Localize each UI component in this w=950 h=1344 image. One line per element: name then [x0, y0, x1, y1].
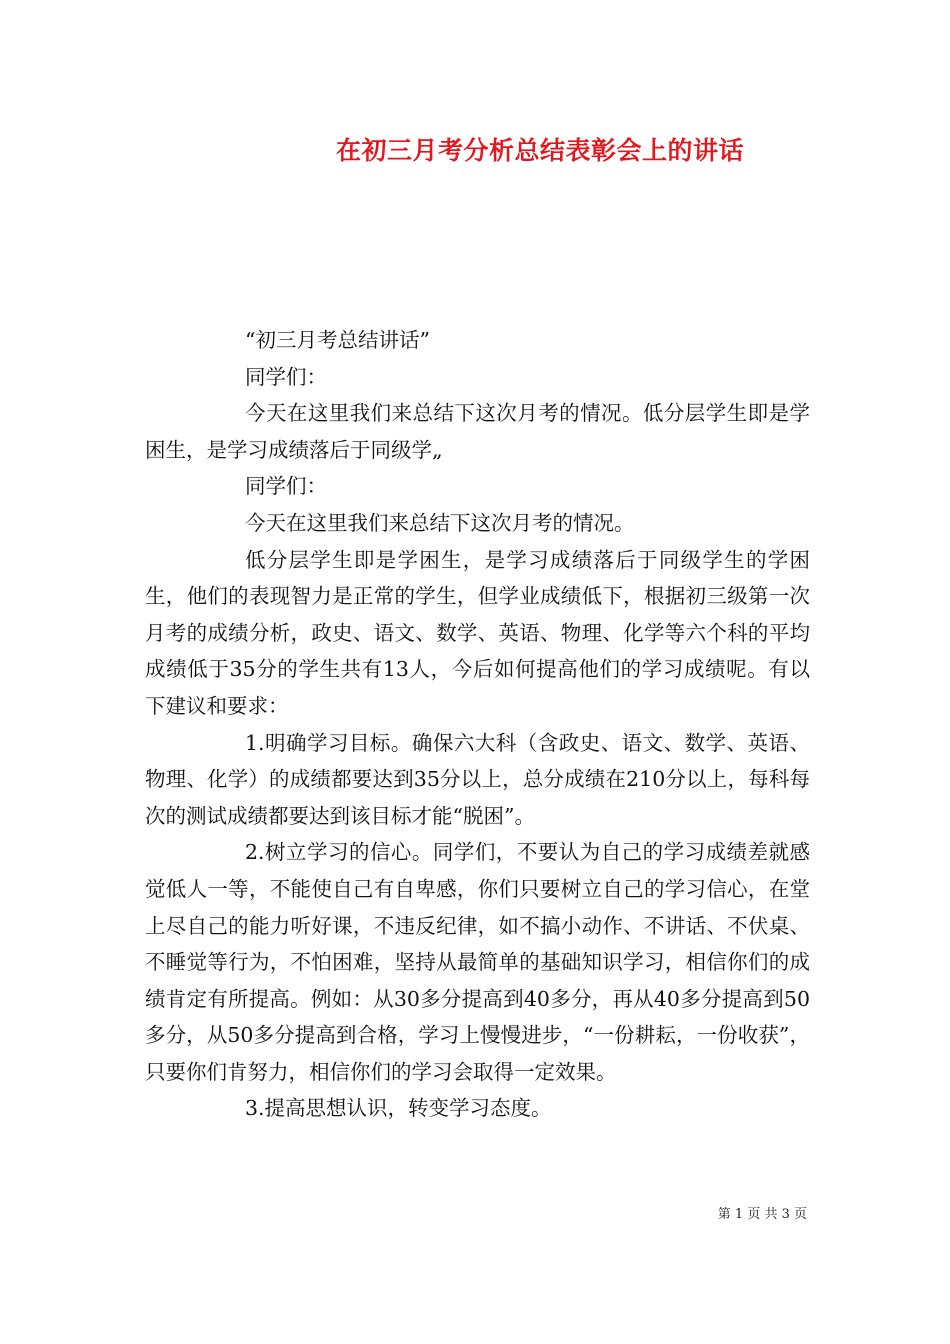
analysis-paragraph: 低分层学生即是学困生，是学习成绩落后于同级学生的学困生，他们的表现智力是正常的学生，但学业成绩低下，根据初三级第一次月考的成绩分析，政史、语文、数学、英语、物理、化学等六个科的平均成绩低于35分的学生共有13人，今后如何提高他们的学习成绩呢。有以下建议和要求：: [145, 547, 810, 718]
salutation: 同学们：: [245, 364, 327, 389]
salutation-repeat: 同学们：: [245, 474, 327, 499]
document-title: 在初三月考分析总结表彰会上的讲话: [335, 136, 744, 165]
point-3-paragraph: 3.提高思想认识，转变学习态度。: [245, 1096, 552, 1121]
document-body: [145, 322, 810, 1127]
point-2-paragraph: 2.树立学习的信心。同学们，不要认为自己的学习成绩差就感觉低人一等，不能使自己有自卑感，你们只要树立自己的学习信心，在堂上尽自己的能力听好课，不违反纪律，如不搞小动作、不讲话、不伏桌、不睡觉等行为，不怕困难，坚持从最简单的基础知识学习，相信你们的成绩肯定有所提高。例如：从30多分提高到40多分，再从40多分提高到50多分，从50多分提高到合格，学习上慢慢进步，“一份耕耘，一份收获”，只要你们肯努力，相信你们的学习会取得一定效果。: [145, 840, 810, 1084]
page-number-footer: 第 1 页 共 3 页: [717, 1207, 807, 1222]
point-1-paragraph: 1.明确学习目标。确保六大科（含政史、语文、数学、英语、物理、化学）的成绩都要达到35分以上，总分成绩在210分以上，每科每次的测试成绩都要达到该目标才能“脱困”。: [145, 730, 810, 828]
summary-paragraph: 今天在这里我们来总结下这次月考的情况。低分层学生即是学困生，是学习成绩落后于同级学„: [145, 401, 810, 462]
speech-subtitle: “初三月考总结讲话”: [245, 328, 430, 352]
intro-paragraph: 今天在这里我们来总结下这次月考的情况。: [245, 510, 635, 535]
